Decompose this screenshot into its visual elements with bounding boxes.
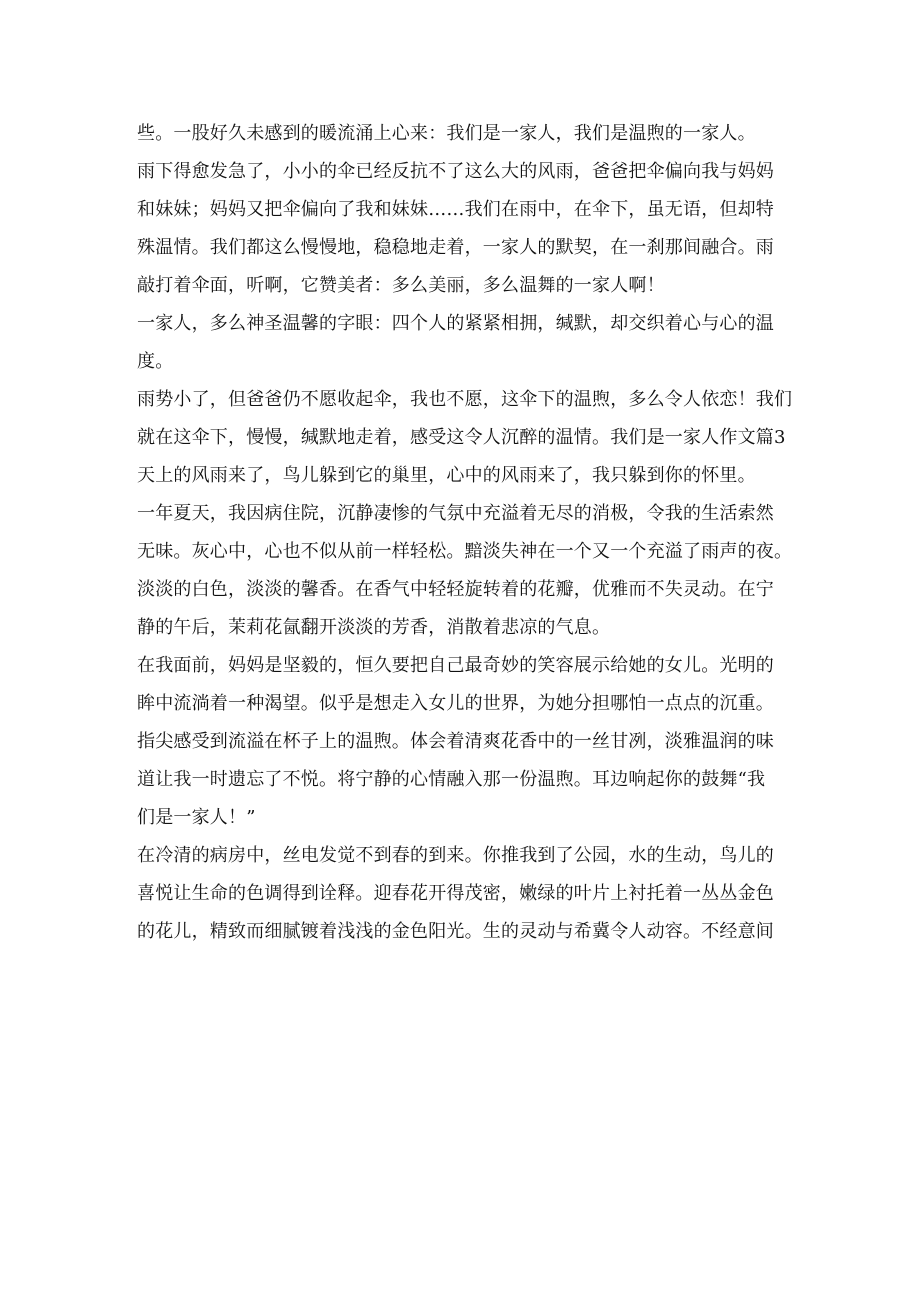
text-line: 一家人，多么神圣温馨的字眼：四个人的紧紧相拥，缄默，却交织着心与心的温	[137, 313, 774, 334]
text-line: 的花儿，精致而细腻镀着浅浅的金色阳光。生的灵动与希冀令人动容。不经意间	[137, 921, 774, 942]
text-line: 在我面前，妈妈是坚毅的，恒久要把自己最奇妙的笑容展示给她的女儿。光明的	[137, 655, 774, 676]
text-line: 指尖感受到流溢在杯子上的温煦。体会着清爽花香中的一丝甘冽，淡雅温润的味	[137, 731, 774, 752]
text-line: 们是一家人！”	[137, 807, 256, 828]
text-line: 道让我一时遗忘了不悦。将宁静的心情融入那一份温煦。耳边响起你的鼓舞“我	[137, 769, 766, 790]
document-body	[137, 115, 793, 951]
text-line: 就在这伞下，慢慢，缄默地走着，感受这令人沉醉的温情。我们是一家人作文篇3	[137, 427, 786, 448]
text-line: 度。	[137, 351, 174, 372]
text-line: 雨势小了，但爸爸仍不愿收起伞，我也不愿，这伞下的温煦，多么令人依恋！我们	[137, 389, 793, 410]
text-line: 静的午后，茉莉花氤翻开淡淡的芳香，消散着悲凉的气息。	[137, 617, 611, 638]
text-line: 天上的风雨来了，鸟儿躲到它的巢里，心中的风雨来了，我只躲到你的怀里。	[137, 465, 756, 486]
text-line: 喜悦让生命的色调得到诠释。迎春花开得茂密，嫩绿的叶片上衬托着一丛丛金色	[137, 883, 774, 904]
text-line: 在冷清的病房中，丝电发觉不到春的到来。你推我到了公园，水的生动，鸟儿的	[137, 845, 774, 866]
text-line: 些。一股好久未感到的暖流涌上心来：我们是一家人，我们是温煦的一家人。	[137, 123, 756, 144]
text-line: 一年夏天，我因病住院，沉静凄惨的气氛中充溢着无尽的消极，令我的生活索然	[137, 503, 774, 524]
text-line: 无味。灰心中，心也不似从前一样轻松。黯淡失神在一个又一个充溢了雨声的夜。	[137, 541, 793, 562]
text-line: 敲打着伞面，听啊，它赞美者：多么美丽，多么温舞的一家人啊！	[137, 275, 665, 296]
text-line: 淡淡的白色，淡淡的馨香。在香气中轻轻旋转着的花瓣，优雅而不失灵动。在宁	[137, 579, 774, 600]
text-line: 眸中流淌着一种渴望。似乎是想走入女儿的世界，为她分担哪怕一点点的沉重。	[137, 693, 774, 714]
text-line: 和妹妹；妈妈又把伞偏向了我和妹妹……我们在雨中，在伞下，虽无语，但却特	[137, 199, 774, 220]
text-line: 殊温情。我们都这么慢慢地，稳稳地走着，一家人的默契，在一刹那间融合。雨	[137, 237, 774, 258]
text-line: 雨下得愈发急了，小小的伞已经反抗不了这么大的风雨，爸爸把伞偏向我与妈妈	[137, 161, 774, 182]
